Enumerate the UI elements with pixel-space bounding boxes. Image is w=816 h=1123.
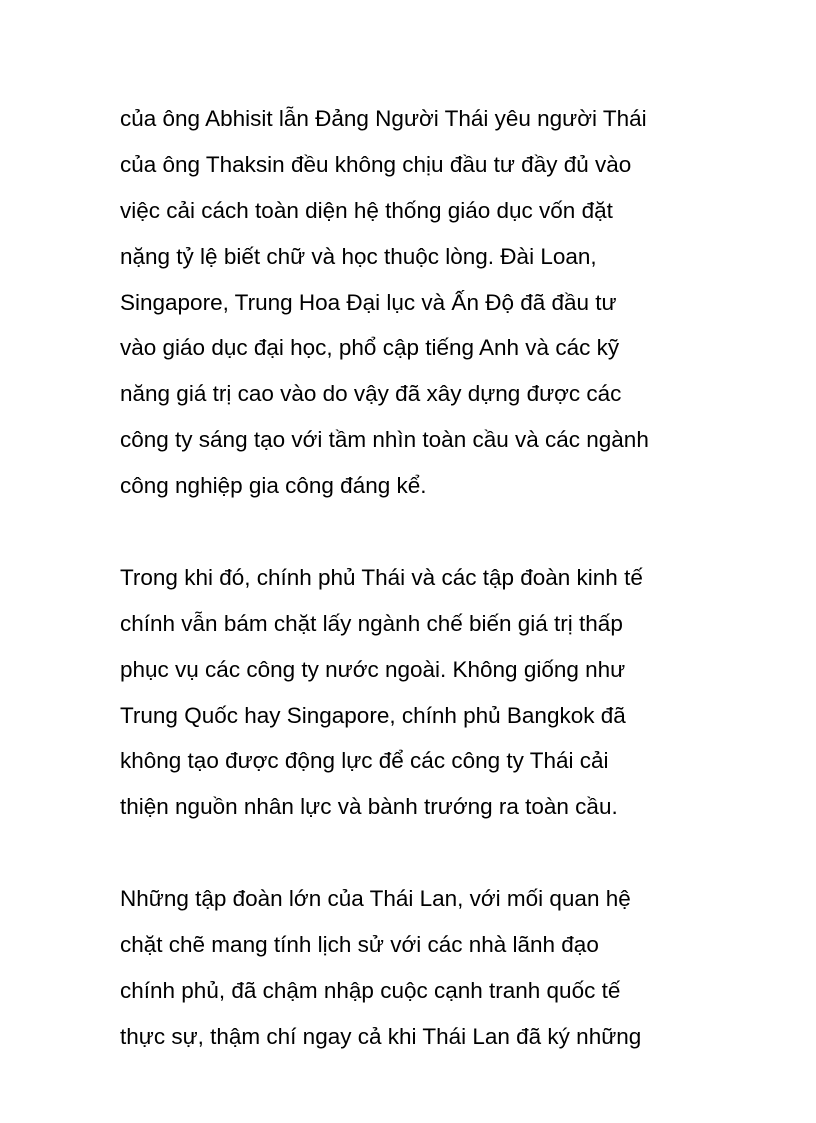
text-line: thực sự, thậm chí ngay cả khi Thái Lan đã ký những	[120, 1023, 642, 1049]
text-line: vào giáo dục đại học, phổ cập tiếng Anh và các kỹ	[120, 335, 620, 361]
text-line: của ông Abhisit lẫn Đảng Người Thái yêu người Thái	[120, 106, 647, 131]
text-line: chính phủ, đã chậm nhập cuộc cạnh tranh quốc tế	[120, 977, 621, 1003]
text-line: nặng tỷ lệ biết chữ và học thuộc lòng. Đài Loan,	[120, 243, 597, 269]
text-line: chặt chẽ mang tính lịch sử với các nhà lãnh đạo	[120, 932, 599, 958]
text-line: phục vụ các công ty nước ngoài. Không giống như	[120, 656, 626, 682]
text-line: công ty sáng tạo với tầm nhìn toàn cầu và các ngành	[120, 427, 649, 453]
text-line: không tạo được động lực để các công ty Thái cải	[120, 748, 609, 774]
text-line: Singapore, Trung Hoa Đại lục và Ấn Độ đã đầu tư	[120, 289, 617, 315]
document-body	[120, 96, 720, 1060]
text-line: Trong khi đó, chính phủ Thái và các tập đoàn kinh tế	[120, 564, 643, 590]
text-line: Trung Quốc hay Singapore, chính phủ Bangkok đã	[120, 702, 626, 728]
paragraph-3	[120, 876, 720, 1060]
text-line: công nghiệp gia công đáng kể.	[120, 473, 427, 499]
text-line: chính vẫn bám chặt lấy ngành chế biến giá trị thấp	[120, 610, 623, 636]
paragraph-2	[120, 555, 720, 830]
text-line: của ông Thaksin đều không chịu đầu tư đầy đủ vào	[120, 151, 632, 177]
text-line: năng giá trị cao vào do vậy đã xây dựng được các	[120, 381, 622, 407]
text-line: Những tập đoàn lớn của Thái Lan, với mối quan hệ	[120, 886, 631, 912]
paragraph-spacer	[120, 830, 720, 876]
paragraph-1	[120, 96, 720, 509]
paragraph-spacer	[120, 509, 720, 555]
text-line: thiện nguồn nhân lực và bành trướng ra toàn cầu.	[120, 794, 618, 820]
text-line: việc cải cách toàn diện hệ thống giáo dục vốn đặt	[120, 197, 613, 223]
